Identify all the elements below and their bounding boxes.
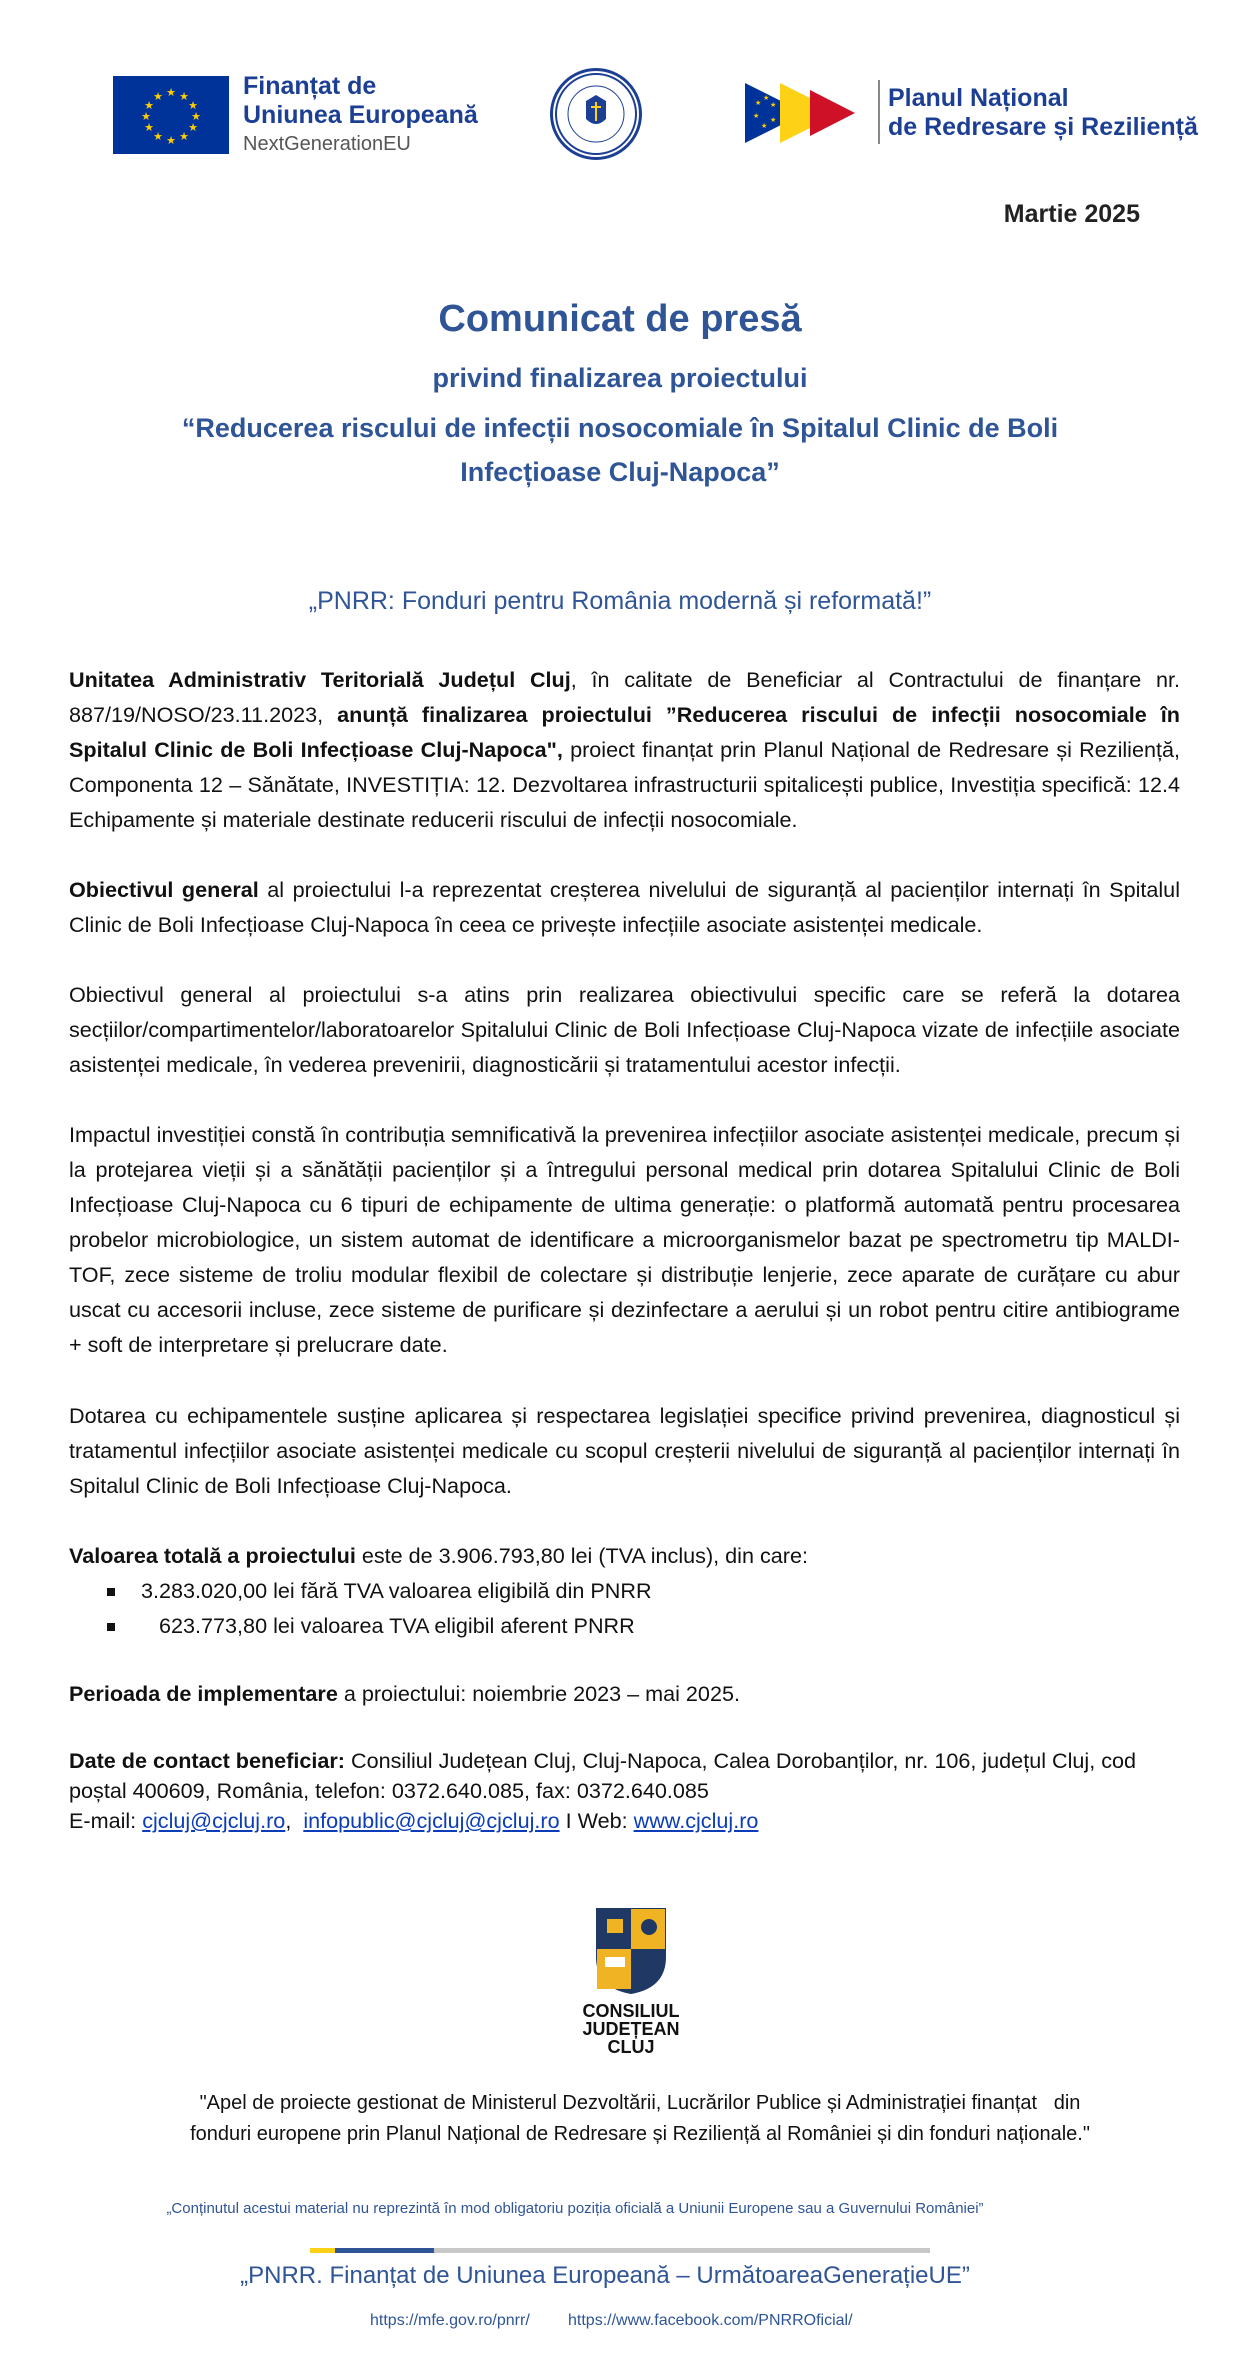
apel-line2: fonduri europene prin Planul Național de Redresare și Reziliență al României și din fonduri naționale." (190, 2123, 1090, 2145)
separator: , (285, 1808, 304, 1833)
svg-text:★: ★ (188, 99, 198, 112)
footer-link-facebook[interactable]: https://www.facebook.com/PNRROficial/ (568, 2312, 853, 2329)
svg-text:★: ★ (763, 94, 770, 102)
paragraph-general-objective (69, 872, 1180, 942)
cluj-county-crest-icon (593, 1905, 669, 1995)
list-item (107, 1608, 635, 1643)
list-item-text: 623.773,80 lei valoarea TVA eligibil aferent PNRR (141, 1613, 635, 1638)
svg-text:★: ★ (770, 116, 777, 124)
general-objective-text: al proiectului l-a reprezentat creșterea nivelului de siguranță al pacienților internați în Spitalul Clinic de Boli Infecțioase Cluj-Napoca în ceea ce privește infecțiile asociate asistenței medicale. (69, 877, 1180, 937)
svg-text:★: ★ (179, 130, 189, 143)
financing-text: proiect finanțat prin Planul Național de Redresare și Reziliență, Componenta 12 – Sănătate, INVESTIȚIA: 12. Dezvoltarea infrastructurii spitalicești publice, Investiția specifică: 12.4 Echipamente și materiale destinate reducerii riscului de infecții nosocomiale. (69, 737, 1180, 832)
email-link-cjcluj[interactable]: cjcluj@cjcluj.ro (142, 1808, 286, 1833)
funding-call-note (140, 2088, 1140, 2150)
email-label: E-mail: (69, 1808, 143, 1833)
contact-text: Consiliul Județean Cluj, Cluj-Napoca, Calea Dorobanților, nr. 106, județul Cluj, cod poștal 400609, România, telefon: 0372.640.085, fax: 0372.640.085 (69, 1748, 1137, 1803)
svg-text:★: ★ (753, 112, 760, 120)
footer-slogan: „PNRR. Finanțat de Uniunea Europeană – UrmătoareaGenerațieUE” (240, 2262, 970, 2289)
bullet-icon (107, 1588, 115, 1596)
svg-text:★: ★ (166, 86, 176, 99)
cj-line3: CLUJ (607, 2037, 655, 2057)
svg-text:★: ★ (755, 99, 762, 107)
eu-line2: Uniunea Europeană (243, 101, 478, 129)
disclaimer: „Conținutul acestui material nu reprezintă în mod obligatoriu poziția oficială a Uniunii Europene sau a Guvernului României” (166, 2200, 984, 2217)
apel-line1: "Apel de proiecte gestionat de Ministerul Dezvoltării, Lucrărilor Publice și Administrației finanțat din (199, 2092, 1081, 2114)
website-link[interactable]: www.cjcluj.ro (633, 1808, 759, 1833)
paragraph-total-value (69, 1538, 1180, 1573)
announcement-text: anunță finalizarea proiectului ”Reducerea riscului de infecții nosocomiale în Spitalul Clinic de Boli Infecțioase Cluj-Napoca", (69, 702, 1180, 762)
svg-text:★: ★ (144, 121, 154, 134)
document-date: Martie 2025 (1003, 200, 1140, 228)
paragraph-contact (69, 1746, 1180, 1836)
svg-text:★: ★ (179, 90, 189, 103)
list-item-text: 3.283.020,00 lei fără TVA valoarea eligibilă din PNRR (141, 1578, 652, 1603)
beneficiary-name: Unitatea Administrativ Teritorială Județul Cluj (69, 667, 571, 692)
svg-text:★: ★ (144, 99, 154, 112)
government-seal-icon (550, 68, 642, 160)
cj-line2: JUDEȚEAN (582, 2019, 680, 2039)
total-value-label: Valoarea totală a proiectului (69, 1543, 356, 1568)
pnrr-line1: Planul Național (888, 84, 1069, 112)
eu-funding-label (243, 72, 483, 158)
pnrr-line2: de Redresare și Reziliență (888, 113, 1198, 141)
project-title-line1: “Reducerea riscului de infecții nosocomiale în Spitalul Clinic de Boli (181, 413, 1059, 443)
svg-text:★: ★ (153, 130, 163, 143)
contract-text: , în calitate de Beneficiar al Contractului de finanțare nr. 887/19/NOSO/23.11.2023, (69, 667, 1180, 727)
svg-text:★: ★ (141, 110, 151, 123)
email-link-infopublic[interactable]: infopublic@cjcluj@cjcluj.ro (303, 1808, 560, 1833)
pnrr-logo-icon (745, 78, 875, 148)
paragraph-period (69, 1676, 1180, 1711)
logo-divider (878, 80, 880, 144)
svg-text:★: ★ (761, 122, 768, 130)
svg-text:★: ★ (188, 121, 198, 134)
project-title-line2: Infecțioase Cluj-Napoca” (460, 457, 780, 487)
paragraph-impact: Impactul investiției constă în contribuția semnificativă la prevenirea infecțiilor asociate asistenței medicale, precum și la protejarea vieții și a sănătății pacienților și a întregului personal medical prin dotarea Spitalului Clinic de Boli Infecțioase Cluj-Napoca cu 6 tipuri de echipamente de ultima generație: o platformă automată pentru procesarea probelor microbiologice, un sistem automat de identificare a microorganismelor bazat pe spectrometru tip MALDI-TOF, zece sisteme de troliu modular flexibil de colectare și distribuție lenjerie, zece aparate de curățare cu abur uscat cu accesorii incluse, zece sisteme de purificare și dezinfectare a aerului și un robot pentru citire antibiograme + soft de interpretare și prelucrare date. (69, 1122, 1180, 1357)
eu-flag-icon (113, 76, 229, 154)
period-label: Perioada de implementare (69, 1681, 338, 1706)
paragraph-legislation: Dotarea cu echipamentele susține aplicarea și respectarea legislației specifice privind prevenirea, diagnosticul și tratamentul infecțiilor asociate asistenței medicale cu scopul creșterii nivelului de siguranță al pacienților internați în Spitalul Clinic de Boli Infecțioase Cluj-Napoca. (69, 1403, 1180, 1498)
total-value-text: este de 3.906.793,80 lei (TVA inclus), din care: (355, 1543, 808, 1568)
general-objective-label: Obiectivul general (69, 877, 259, 902)
eu-line1: Finanțat de (243, 72, 377, 100)
pnrr-label (888, 84, 1198, 142)
svg-text:★: ★ (770, 101, 777, 109)
svg-text:★: ★ (166, 134, 176, 147)
svg-text:★: ★ (153, 90, 163, 103)
period-text: a proiectului: noiembrie 2023 – mai 2025. (337, 1681, 740, 1706)
paragraph-intro (69, 662, 1180, 837)
contact-label: Date de contact beneficiar: (69, 1748, 345, 1773)
bullet-icon (107, 1623, 115, 1631)
list-item (107, 1573, 652, 1608)
cluj-county-label (560, 2002, 702, 2056)
cj-line1: CONSILIUL (582, 2001, 680, 2021)
paragraph-specific-objective: Obiectivul general al proiectului s-a atins prin realizarea obiectivului specific care se referă la dotarea secțiilor/compartimentelor/laboratoarelor Spitalului Clinic de Boli Infecțioase Cluj-Napoca vizate de infecțiile asociate asistenței medicale, în vederea prevenirii, diagnosticării și tratamentului acestor infecții. (69, 982, 1180, 1077)
separator: I Web: (559, 1808, 634, 1833)
eu-line3: NextGenerationEU (243, 133, 411, 155)
subtitle: privind finalizarea proiectului (432, 363, 808, 393)
footer-divider (310, 2248, 930, 2253)
footer-link-mfe[interactable]: https://mfe.gov.ro/pnrr/ (370, 2312, 530, 2329)
project-title (0, 406, 1240, 494)
slogan: „PNRR: Fonduri pentru România modernă și reformată!” (308, 587, 932, 615)
page-title: Comunicat de presă (438, 298, 802, 340)
svg-text:★: ★ (191, 110, 201, 123)
